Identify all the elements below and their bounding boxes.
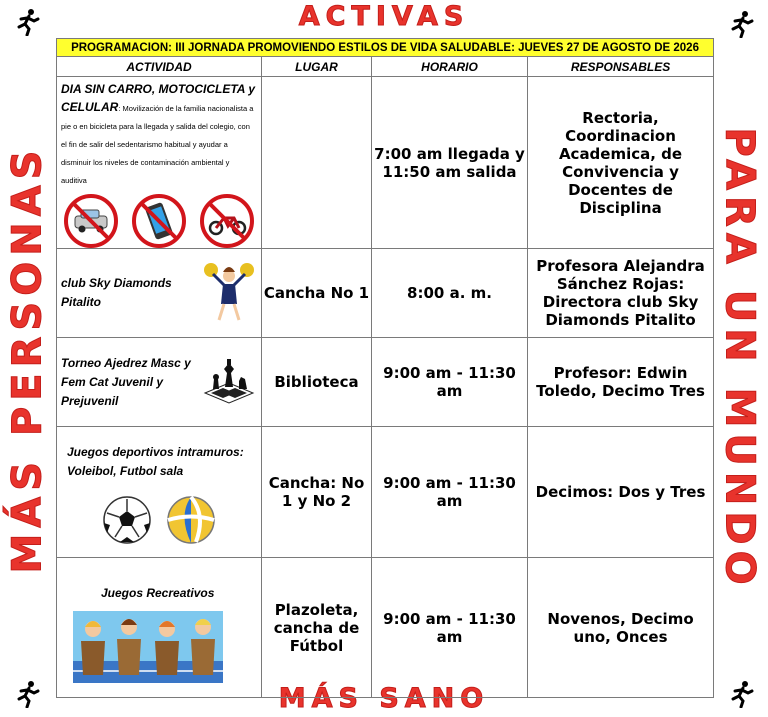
responsible-cell: Decimos: Dos y Tres — [528, 427, 714, 558]
schedule-cell: 7:00 am llegada y 11:50 am salida — [372, 77, 528, 249]
side-banner-left — [0, 38, 54, 680]
table-row — [57, 249, 714, 338]
place-cell: Cancha: No 1 y No 2 — [262, 427, 372, 558]
activity-title: club Sky Diamonds Pitalito — [61, 276, 172, 309]
header-horario: HORARIO — [372, 57, 528, 77]
soccer-ball-icon — [102, 495, 152, 545]
cheerleader-icon — [203, 260, 255, 326]
chess-icon — [203, 359, 255, 405]
activity-cell — [57, 558, 262, 698]
side-banner-left-text: MÁS PERSONAS — [4, 144, 50, 574]
responsible-cell: Profesora Alejandra Sánchez Rojas: Directora club Sky Diamonds Pitalito — [528, 249, 714, 338]
table-row — [57, 558, 714, 698]
schedule-table — [56, 38, 714, 698]
activity-cell — [57, 338, 262, 427]
banner-top: ACTIVAS — [298, 1, 470, 32]
runner-icon — [14, 680, 42, 708]
side-banner-right-text: PARA UN MUNDO — [717, 127, 764, 591]
side-banner-right — [713, 38, 767, 680]
schedule-title: PROGRAMACION: III JORNADA PROMOVIENDO ESTILOS DE VIDA SALUDABLE: JUEVES 27 DE AGOSTO DE 2026 — [57, 39, 714, 57]
responsible-cell: Novenos, Decimo uno, Onces — [528, 558, 714, 698]
volleyball-icon — [166, 495, 216, 545]
schedule-cell: 9:00 am - 11:30 am — [372, 558, 528, 698]
activity-description: : Movilización de la familia nacionalista a pie o en bicicleta para la llegada y salida del colegio, con el fin de salir del sedentarismo habitual y ayudar a disminuir los niveles de contaminación ambiental y auditiva — [61, 104, 254, 185]
schedule-cell: 9:00 am - 11:30 am — [372, 427, 528, 558]
activity-title: Juegos deportivos intramuros: Voleibol, Futbol sala — [67, 445, 244, 478]
activity-cell — [57, 427, 262, 558]
runner-icon — [14, 8, 42, 36]
place-cell: Biblioteca — [262, 338, 372, 427]
no-motorcycle-icon — [198, 194, 256, 248]
header-lugar: LUGAR — [262, 57, 372, 77]
runner-icon — [728, 680, 756, 708]
activity-title: Torneo Ajedrez Masc y Fem Cat Juvenil y Prejuvenil — [61, 355, 191, 408]
table-row — [57, 338, 714, 427]
no-phone-icon — [130, 194, 188, 248]
place-cell: Plazoleta, cancha de Fútbol — [262, 558, 372, 698]
table-row — [57, 427, 714, 558]
activity-title: DIA SIN CARRO, MOTOCICLETA y CELULAR — [61, 82, 256, 114]
schedule-cell: 9:00 am - 11:30 am — [372, 338, 528, 427]
header-responsables: RESPONSABLES — [528, 57, 714, 77]
place-cell — [262, 77, 372, 249]
runner-icon — [728, 10, 756, 38]
no-car-icon — [62, 194, 120, 248]
activity-title: Juegos Recreativos — [101, 586, 215, 600]
schedule-cell: 8:00 a. m. — [372, 249, 528, 338]
activity-cell — [57, 77, 262, 249]
banner-bottom: MÁS SANO — [278, 683, 490, 714]
sack-race-illustration — [73, 611, 223, 683]
header-actividad: ACTIVIDAD — [57, 57, 262, 77]
activity-cell — [57, 249, 262, 338]
place-cell: Cancha No 1 — [262, 249, 372, 338]
responsible-cell: Rectoria, Coordinacion Academica, de Convivencia y Docentes de Disciplina — [528, 77, 714, 249]
table-row — [57, 77, 714, 249]
responsible-cell: Profesor: Edwin Toledo, Decimo Tres — [528, 338, 714, 427]
